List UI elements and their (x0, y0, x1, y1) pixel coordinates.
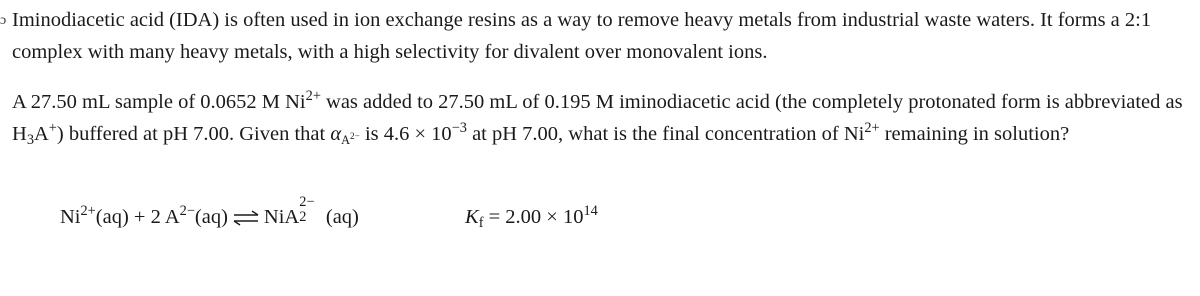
question-text-5: at pH 7.00, what is the final concentration of Ni (466, 123, 865, 145)
eq-a-charge: 2− (179, 203, 195, 220)
kf-symbol: K (465, 206, 479, 228)
question-text-1: A 27.50 mL sample of 0.0652 M Ni (12, 91, 306, 113)
equilibrium-arrow-icon (232, 210, 260, 226)
intro-text: Iminodiacetic acid (IDA) is often used in ion exchange resins as a way to remove heavy metals from industrial waste waters. It forms a 2:1 complex with many heavy metals, with a high selectivity for divalent over monovalent ions. (12, 9, 1152, 63)
reaction-equation (60, 193, 359, 233)
question-text-4: is 4.6 × 10 (359, 123, 452, 145)
eq-aq-1: (aq) + 2 A (95, 206, 180, 228)
intro-paragraph (12, 4, 1192, 68)
eq-ni: Ni (60, 206, 81, 228)
a-charge: + (48, 120, 57, 137)
eq-ni-charge: 2+ (80, 203, 96, 220)
formation-constant (465, 201, 598, 233)
ni-charge-2: 2+ (864, 120, 880, 137)
question-paragraph: A 27.50 mL sample of 0.0652 M $Ni^{2+}$ was added to 27.50 mL of 0.195 M iminodiacetic acid (the completely protonated form is abbreviated as $H_3A^+$) buffered at pH 7.00. Given that $\alpha_{A^{2-}}$ is $4.6 \times 10^{-3}$ at pH 7.00, what is the final concentration of $Ni^{2+}$ remaining in solution? (12, 88, 1183, 149)
kf-exponent: 14 (583, 203, 598, 220)
eq-aq-2: (aq) (194, 206, 228, 228)
eq-aq-3: (aq) (325, 206, 359, 228)
question-text-2: was added to 27.50 mL of 0.195 M iminodiacetic acid (the completely protonated form is abbreviated as H (12, 91, 1183, 145)
alpha-symbol: α (330, 123, 342, 145)
ni-charge: 2+ (305, 88, 321, 105)
eq-product-supsub: 2− 2 (299, 193, 315, 226)
question-text-6: remaining in solution? (879, 123, 1070, 145)
eq-product: NiA (263, 206, 300, 228)
question-text-3: ) buffered at pH 7.00. Given that (56, 123, 331, 145)
kf-value: = 2.00 × 10 (483, 206, 584, 228)
alpha-subscript: A2− (341, 130, 360, 148)
bullet-marker: ɔ (0, 13, 7, 28)
h-subscript: 3 (26, 132, 34, 149)
kf-subscript: f (478, 215, 484, 232)
exponent: −3 (451, 120, 467, 137)
